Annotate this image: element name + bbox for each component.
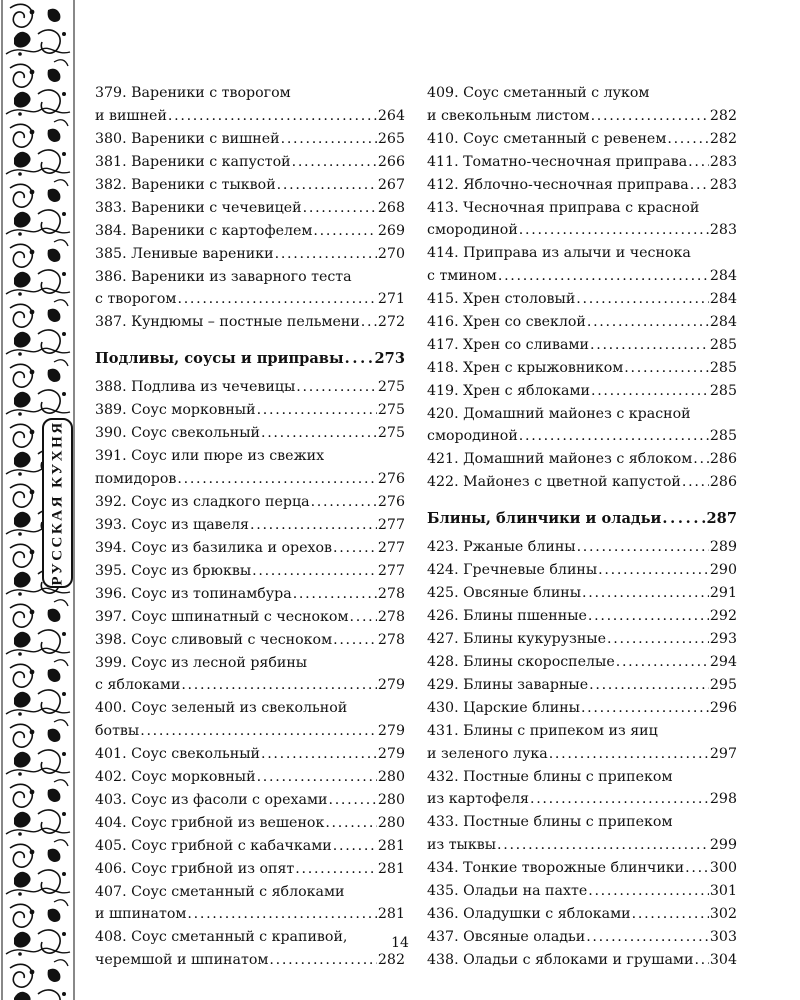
toc-entry[interactable] — [427, 288, 737, 311]
entry-page-number: 300 — [709, 859, 737, 876]
page-number: 14 — [391, 935, 409, 951]
dot-leader — [632, 903, 709, 926]
entry-page-number: 303 — [709, 928, 737, 945]
entry-title-line: 412. Яблочно-чесночная приправа — [427, 176, 689, 193]
entry-title-line: 435. Оладьи на пахте — [427, 882, 588, 899]
entry-title-line: 394. Соус из базилика и орехов — [95, 539, 333, 556]
dot-leader — [333, 537, 377, 560]
entry-title-line: 406. Соус грибной из опят — [95, 860, 295, 877]
entry-page-number: 267 — [377, 176, 405, 193]
entry-page-number: 304 — [709, 951, 737, 968]
entry-page-number: 282 — [709, 107, 737, 124]
dot-leader — [275, 243, 377, 266]
entry-title-line: 393. Соус из щавеля — [95, 516, 249, 533]
toc-entry[interactable] — [95, 174, 405, 197]
entry-title-line: смородиной — [427, 428, 518, 444]
dot-leader — [590, 334, 709, 357]
entry-page-number: 285 — [709, 359, 737, 376]
toc-entry[interactable] — [95, 243, 405, 266]
dot-leader — [261, 422, 377, 445]
entry-page-number: 285 — [709, 382, 737, 399]
entry-title-line: и зеленого лука — [427, 745, 548, 762]
toc-entry[interactable] — [95, 858, 405, 881]
entry-title-line: 423. Ржаные блины — [427, 539, 576, 555]
entry-page-number: 281 — [377, 837, 405, 854]
entry-page-number: 291 — [709, 585, 737, 601]
dot-leader — [313, 220, 377, 243]
dot-leader — [257, 766, 377, 789]
entry-page-number: 280 — [377, 814, 405, 831]
entry-page-number: 271 — [377, 291, 405, 307]
dot-leader — [269, 949, 377, 972]
toc-entry[interactable] — [95, 812, 405, 835]
dot-leader — [345, 348, 374, 371]
toc-entry[interactable] — [95, 583, 405, 606]
entry-page-number: 294 — [709, 654, 737, 670]
toc-entry[interactable] — [427, 151, 737, 174]
toc-entry[interactable] — [427, 82, 737, 127]
entry-page-number: 301 — [709, 882, 737, 899]
entry-title-line: 432. Постные блины с припеком — [427, 768, 673, 785]
entry-title-line: 424. Гречневые блины — [427, 562, 598, 578]
ornamental-border — [0, 0, 78, 1000]
toc-entry[interactable] — [95, 881, 405, 926]
entry-title-line: 408. Соус сметанный с крапивой, — [95, 929, 348, 945]
dot-leader — [333, 835, 377, 858]
entry-title-line: и свекольным листом — [427, 107, 590, 124]
dot-leader — [616, 651, 709, 674]
entry-page-number: 293 — [709, 631, 737, 647]
dot-leader — [252, 560, 377, 583]
section-page-number: 273 — [374, 349, 405, 367]
entry-title-line: 409. Соус сметанный с луком — [427, 85, 650, 101]
dot-leader — [168, 105, 377, 128]
entry-page-number: 283 — [709, 222, 737, 238]
dot-leader — [328, 789, 376, 812]
entry-title-line: 402. Соус морковный — [95, 768, 256, 785]
entry-title-line: 388. Подлива из чечевицы — [95, 379, 296, 395]
toc-entry[interactable] — [95, 151, 405, 174]
entry-page-number: 283 — [709, 153, 737, 170]
dot-leader — [576, 288, 709, 311]
toc-entry[interactable] — [95, 629, 405, 652]
entry-page-number: 299 — [709, 836, 737, 853]
dot-leader — [257, 399, 377, 422]
toc-entry[interactable] — [427, 559, 737, 582]
toc-right-column — [427, 82, 737, 972]
entry-page-number: 272 — [377, 314, 405, 330]
toc-entry[interactable] — [427, 628, 737, 651]
toc-entry[interactable] — [95, 399, 405, 422]
toc-entry[interactable] — [95, 835, 405, 858]
entry-page-number: 277 — [377, 539, 405, 556]
dot-leader — [519, 219, 709, 242]
entry-title-line: 437. Овсяные оладьи — [427, 928, 586, 945]
toc-entry[interactable] — [427, 949, 737, 972]
toc-entry[interactable] — [427, 857, 737, 880]
entry-title-line: 390. Соус свекольный — [95, 425, 260, 441]
dot-leader — [295, 858, 377, 881]
entry-page-number: 290 — [709, 562, 737, 578]
entry-page-number: 270 — [377, 245, 405, 262]
dot-leader — [296, 376, 377, 399]
entry-title-line: 427. Блины кукурузные — [427, 631, 606, 647]
entry-title-line: 438. Оладьи с яблоками и грушами — [427, 951, 694, 968]
dot-leader — [277, 174, 377, 197]
entry-page-number: 284 — [709, 313, 737, 330]
entry-title-line: 422. Майонез с цветной капустой — [427, 474, 681, 490]
entry-title-line: 415. Хрен столовый — [427, 290, 576, 307]
spine-label-box — [42, 418, 73, 588]
entry-title-line: 403. Соус из фасоли с орехами — [95, 791, 328, 808]
entry-title-line: 420. Домашний майонез с красной — [427, 405, 691, 422]
toc-entry[interactable] — [427, 357, 737, 380]
entry-title-line: и шпинатом — [95, 906, 187, 922]
dot-leader — [693, 448, 709, 471]
toc-entry[interactable] — [95, 697, 405, 742]
entry-title-line: 404. Соус грибной из вешенок — [95, 814, 325, 831]
entry-page-number: 265 — [377, 130, 405, 147]
toc-entry[interactable] — [95, 789, 405, 812]
entry-title-line: с творогом — [95, 291, 177, 307]
dot-leader — [688, 151, 709, 174]
entry-page-number: 278 — [377, 585, 405, 602]
entry-title-line: 387. Кундюмы – постные пельмени — [95, 314, 360, 330]
entry-page-number: 266 — [377, 153, 405, 170]
entry-page-number: 297 — [709, 745, 737, 762]
entry-page-number: 283 — [709, 176, 737, 193]
dot-leader — [588, 880, 709, 903]
dot-leader — [261, 743, 377, 766]
entry-title-line: 414. Приправа из алычи и чеснока — [427, 245, 691, 261]
dot-leader — [303, 197, 377, 220]
toc-entry[interactable] — [427, 128, 737, 151]
entry-page-number: 278 — [377, 608, 405, 625]
toc-entry[interactable] — [95, 652, 405, 697]
toc-entry[interactable] — [427, 311, 737, 334]
entry-title-line: 400. Соус зеленый из свекольной — [95, 700, 348, 716]
toc-section-heading[interactable] — [427, 508, 737, 531]
entry-page-number: 276 — [377, 493, 405, 510]
entry-page-number: 285 — [709, 428, 737, 444]
dot-leader — [549, 743, 709, 766]
dot-leader — [350, 606, 377, 629]
toc-section-heading[interactable] — [95, 348, 405, 371]
toc-entry[interactable] — [95, 311, 405, 334]
entry-page-number: 289 — [709, 539, 737, 555]
dot-leader — [530, 788, 709, 811]
dot-leader — [181, 674, 377, 697]
dot-leader — [690, 174, 709, 197]
toc-entry[interactable] — [427, 697, 737, 720]
entry-title-line: 396. Соус из топинамбура — [95, 585, 292, 602]
toc-entry[interactable] — [427, 674, 737, 697]
dot-leader — [694, 949, 708, 972]
toc-entry[interactable] — [427, 582, 737, 605]
dot-leader — [624, 357, 709, 380]
dot-leader — [281, 128, 377, 151]
entry-page-number: 302 — [709, 905, 737, 922]
entry-page-number: 296 — [709, 700, 737, 716]
entry-title-line: 380. Вареники с вишней — [95, 130, 280, 147]
dot-leader — [685, 857, 709, 880]
entry-title-line: 436. Оладушки с яблоками — [427, 905, 631, 922]
entry-title-line: 397. Соус шпинатный с чесноком — [95, 608, 349, 625]
entry-title-line: 421. Домашний майонез с яблоком — [427, 451, 693, 467]
dot-leader — [598, 559, 709, 582]
toc-entry[interactable] — [95, 128, 405, 151]
entry-page-number: 286 — [709, 451, 737, 467]
toc-entry[interactable] — [427, 334, 737, 357]
toc-entry[interactable] — [427, 471, 737, 494]
entry-page-number: 269 — [377, 222, 405, 239]
dot-leader — [177, 288, 376, 311]
entry-title-line: 411. Томатно-чесночная приправа — [427, 153, 688, 170]
dot-leader — [497, 834, 709, 857]
entry-title-line: 426. Блины пшенные — [427, 608, 587, 624]
dot-leader — [591, 105, 709, 128]
entry-title-line: 417. Хрен со сливами — [427, 336, 589, 353]
dot-leader — [682, 471, 709, 494]
entry-page-number: 277 — [377, 516, 405, 533]
entry-title-line: 430. Царские блины — [427, 700, 580, 716]
toc-entry[interactable] — [95, 220, 405, 243]
toc-entry[interactable] — [95, 445, 405, 490]
entry-page-number: 292 — [709, 608, 737, 624]
dot-leader — [662, 508, 705, 531]
entry-title-line: 389. Соус морковный — [95, 402, 256, 418]
toc-entry[interactable] — [95, 606, 405, 629]
entry-title-line: смородиной — [427, 222, 518, 238]
entry-title-line: 391. Соус или пюре из свежих — [95, 448, 325, 464]
entry-title-line: 392. Соус из сладкого перца — [95, 493, 310, 510]
entry-title-line: 418. Хрен с крыжовником — [427, 359, 624, 376]
entry-page-number: 277 — [377, 562, 405, 579]
toc-entry[interactable] — [427, 766, 737, 811]
entry-title-line: черемшой и шпинатом — [95, 951, 269, 968]
dot-leader — [293, 583, 377, 606]
dot-leader — [333, 629, 377, 652]
entry-page-number: 279 — [377, 677, 405, 693]
dot-leader — [250, 514, 377, 537]
entry-page-number: 280 — [377, 768, 405, 785]
entry-page-number: 282 — [377, 951, 405, 968]
spine-label: РУССКАЯ КУХНЯ — [49, 420, 65, 586]
toc-entry[interactable] — [95, 82, 405, 127]
toc-entry[interactable] — [427, 448, 737, 471]
entry-page-number: 279 — [377, 722, 405, 739]
entry-page-number: 268 — [377, 199, 405, 216]
entry-title-line: 379. Вареники с творогом — [95, 85, 291, 101]
entry-title-line: 419. Хрен с яблоками — [427, 382, 590, 399]
entry-title-line: 401. Соус свекольный — [95, 745, 260, 762]
dot-leader — [311, 491, 377, 514]
toc-entry[interactable] — [427, 605, 737, 628]
dot-leader — [587, 311, 709, 334]
dot-leader — [177, 468, 377, 491]
toc-entry[interactable] — [95, 743, 405, 766]
dot-leader — [292, 151, 377, 174]
entry-title-line: 413. Чесночная приправа с красной — [427, 199, 700, 216]
entry-title-line: 382. Вареники с тыквой — [95, 176, 276, 193]
entry-page-number: 275 — [377, 402, 405, 418]
toc-entry[interactable] — [427, 380, 737, 403]
dot-leader — [591, 380, 709, 403]
toc-entry[interactable] — [427, 903, 737, 926]
entry-title-line: 431. Блины с припеком из яиц — [427, 723, 658, 739]
entry-page-number: 280 — [377, 791, 405, 808]
entry-title-line: 433. Постные блины с припеком — [427, 814, 673, 830]
toc-entry[interactable] — [95, 514, 405, 537]
toc-left-column — [95, 82, 405, 972]
toc-entry[interactable] — [427, 720, 737, 765]
dot-leader — [582, 582, 709, 605]
dot-leader — [498, 265, 709, 288]
entry-title-line: 434. Тонкие творожные блинчики — [427, 859, 685, 876]
entry-title-line: с яблоками — [95, 677, 181, 693]
entry-page-number: 264 — [377, 107, 405, 124]
entry-title-line: 395. Соус из брюквы — [95, 562, 252, 579]
entry-title-line: 398. Соус сливовый с чесноком — [95, 631, 333, 648]
entry-title-line: 384. Вареники с картофелем — [95, 222, 313, 239]
entry-title-line: 399. Соус из лесной рябины — [95, 654, 308, 671]
dot-leader — [577, 536, 709, 559]
dot-leader — [589, 674, 709, 697]
entry-title-line: из картофеля — [427, 791, 529, 807]
toc-entry[interactable] — [95, 266, 405, 311]
entry-title-line: 405. Соус грибной с кабачками — [95, 837, 332, 854]
dot-leader — [361, 311, 377, 334]
entry-title-line: из тыквы — [427, 836, 496, 853]
toc-entry[interactable] — [95, 491, 405, 514]
entry-page-number: 298 — [709, 791, 737, 807]
section-title: Подливы, соусы и приправы — [95, 349, 344, 367]
toc-entry[interactable] — [95, 376, 405, 399]
section-page-number: 287 — [706, 509, 737, 527]
entry-page-number: 295 — [709, 677, 737, 693]
dot-leader — [140, 720, 377, 743]
entry-page-number: 278 — [377, 631, 405, 648]
toc-entry[interactable] — [95, 197, 405, 220]
dot-leader — [667, 128, 709, 151]
toc-entry[interactable] — [95, 537, 405, 560]
entry-title-line: 383. Вареники с чечевицей — [95, 199, 302, 216]
dot-leader — [519, 425, 709, 448]
entry-title-line: 407. Соус сметанный с яблоками — [95, 883, 345, 900]
entry-page-number: 276 — [377, 470, 405, 487]
dot-leader — [581, 697, 709, 720]
toc-entry[interactable] — [95, 766, 405, 789]
dot-leader — [187, 903, 376, 926]
entry-title-line: 428. Блины скороспелые — [427, 654, 615, 670]
toc-entry[interactable] — [427, 811, 737, 856]
dot-leader — [588, 605, 709, 628]
toc-entry[interactable] — [427, 197, 737, 242]
toc-entry[interactable] — [427, 242, 737, 287]
entry-title-line: 416. Хрен со свеклой — [427, 313, 586, 330]
entry-page-number: 282 — [709, 130, 737, 147]
entry-title-line: ботвы — [95, 722, 140, 739]
dot-leader — [325, 812, 377, 835]
section-title: Блины, блинчики и оладьи — [427, 509, 662, 527]
toc-entry[interactable] — [95, 560, 405, 583]
entry-title-line: 386. Вареники из заварного теста — [95, 268, 352, 285]
entry-page-number: 275 — [377, 425, 405, 441]
entry-title-line: 410. Соус сметанный с ревенем — [427, 130, 667, 147]
toc-entry[interactable] — [427, 880, 737, 903]
entry-page-number: 284 — [709, 290, 737, 307]
toc-entry[interactable] — [427, 174, 737, 197]
entry-title-line: и вишней — [95, 107, 167, 124]
toc-entry[interactable] — [427, 403, 737, 448]
entry-page-number: 275 — [377, 379, 405, 395]
entry-page-number: 279 — [377, 745, 405, 762]
entry-title-line: 385. Ленивые вареники — [95, 245, 274, 262]
toc-entry[interactable] — [95, 422, 405, 445]
entry-page-number: 284 — [709, 267, 737, 284]
entry-page-number: 281 — [377, 906, 405, 922]
entry-title-line: помидоров — [95, 470, 177, 487]
toc-entry[interactable] — [427, 651, 737, 674]
entry-page-number: 285 — [709, 336, 737, 353]
entry-page-number: 286 — [709, 474, 737, 490]
entry-title-line: 429. Блины заварные — [427, 677, 589, 693]
entry-title-line: 381. Вареники с капустой — [95, 153, 291, 170]
entry-title-line: с тмином — [427, 267, 497, 284]
entry-page-number: 281 — [377, 860, 405, 877]
entry-title-line: 425. Овсяные блины — [427, 585, 582, 601]
toc-entry[interactable] — [427, 536, 737, 559]
dot-leader — [607, 628, 709, 651]
